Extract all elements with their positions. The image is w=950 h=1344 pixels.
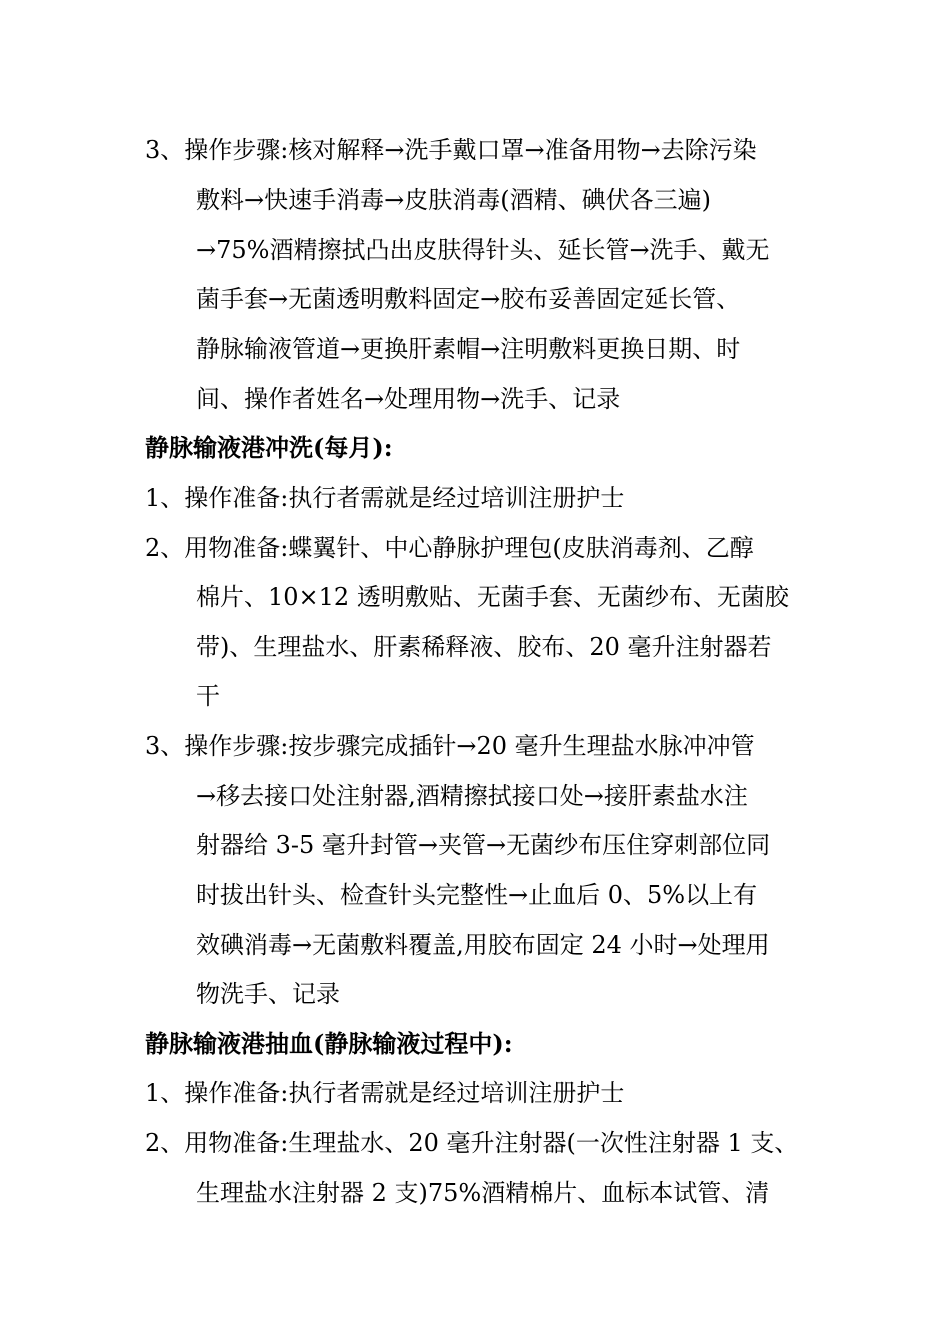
paragraph-line: 菌手套→无菌透明敷料固定→胶布妥善固定延长管、 xyxy=(196,285,741,313)
paragraph-line: 效碘消毒→无菌敷料覆盖,用胶布固定 24 小时→处理用 xyxy=(196,931,770,959)
paragraph-line: 带)、生理盐水、肝素稀释液、胶布、20 毫升注射器若 xyxy=(196,633,772,661)
paragraph-line: 时拔出针头、检查针头完整性→止血后 0、5%以上有 xyxy=(196,881,758,909)
paragraph-line: →移去接口处注射器,酒精擦拭接口处→接肝素盐水注 xyxy=(196,782,748,810)
paragraph-line: 静脉输液管道→更换肝素帽→注明敷料更换日期、时 xyxy=(196,335,741,363)
paragraph-line: 2、用物准备:蝶翼针、中心静脉护理包(皮肤消毒剂、乙醇 xyxy=(145,534,754,562)
paragraph-line: 射器给 3-5 毫升封管→夹管→无菌纱布压住穿刺部位同 xyxy=(196,831,771,859)
paragraph-line: 敷料→快速手消毒→皮肤消毒(酒精、碘伏各三遍) xyxy=(196,186,711,214)
paragraph-line: 2、用物准备:生理盐水、20 毫升注射器(一次性注射器 1 支、 xyxy=(145,1129,799,1157)
paragraph-line: 物洗手、记录 xyxy=(196,980,340,1008)
paragraph-line: 棉片、10×12 透明敷贴、无菌手套、无菌纱布、无菌胶 xyxy=(196,583,789,611)
paragraph-line: 3、操作步骤:核对解释→洗手戴口罩→准备用物→去除污染 xyxy=(145,136,757,164)
paragraph-line: 间、操作者姓名→处理用物→洗手、记录 xyxy=(196,385,621,413)
paragraph-line: →75%酒精擦拭凸出皮肤得针头、延长管→洗手、戴无 xyxy=(196,236,770,264)
section-heading-blood-draw: 静脉输液港抽血(静脉输液过程中): xyxy=(145,1029,513,1058)
paragraph-line: 3、操作步骤:按步骤完成插针→20 毫升生理盐水脉冲冲管 xyxy=(145,732,755,760)
paragraph-line: 干 xyxy=(196,682,220,710)
paragraph-line: 1、操作准备:执行者需就是经过培训注册护士 xyxy=(145,1079,625,1107)
paragraph-line: 1、操作准备:执行者需就是经过培训注册护士 xyxy=(145,484,625,512)
section-heading-flush: 静脉输液港冲洗(每月): xyxy=(145,433,393,462)
paragraph-line: 生理盐水注射器 2 支)75%酒精棉片、血标本试管、清 xyxy=(196,1179,770,1207)
